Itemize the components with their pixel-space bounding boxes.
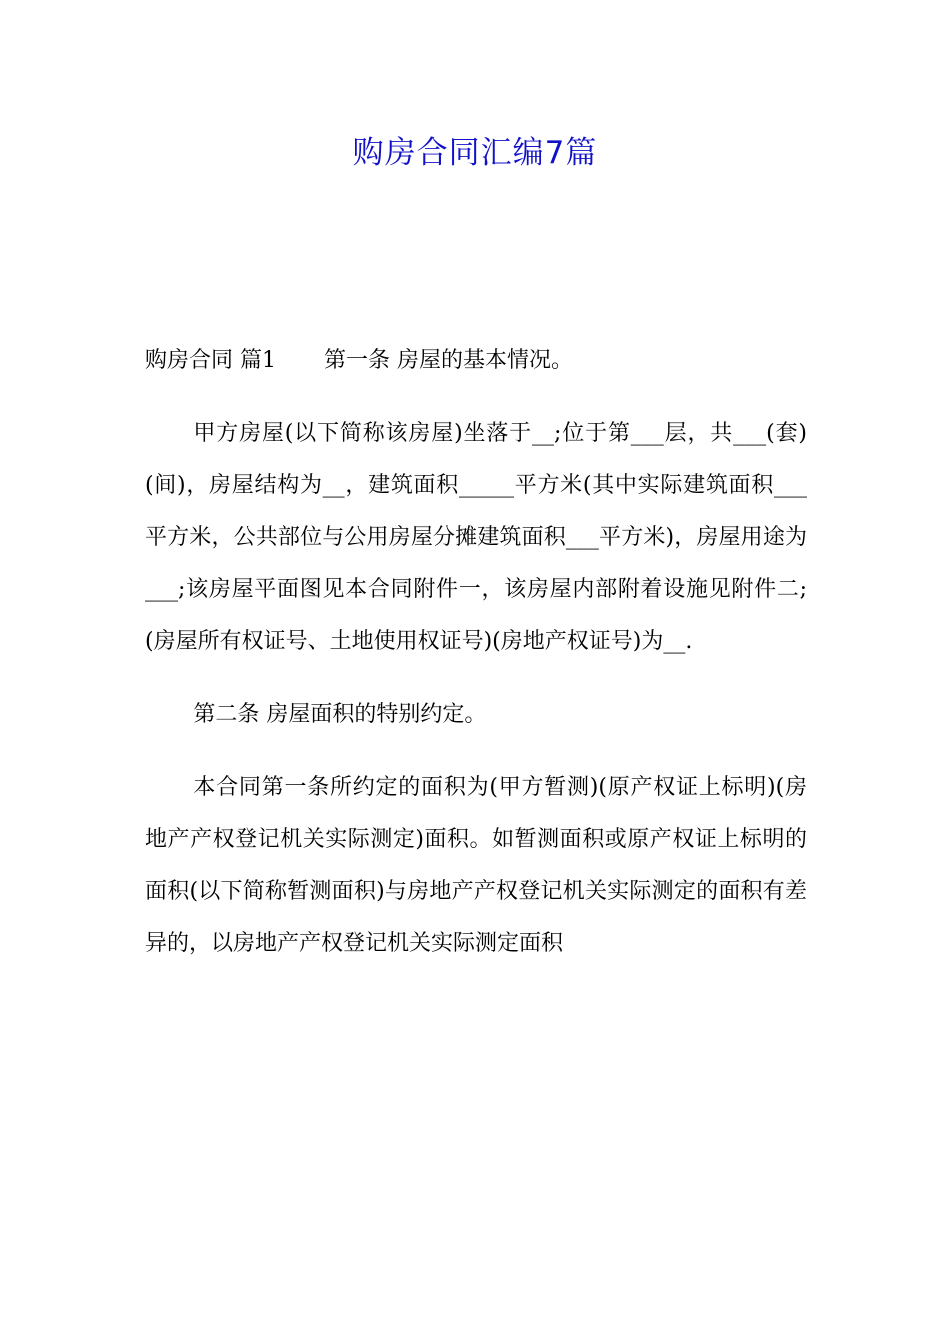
document-body	[145, 335, 807, 991]
first-line	[145, 335, 807, 387]
article-one-paragraph: 甲方房屋(以下简称该房屋)坐落于__;位于第___层，共___(套)(间)，房屋结构为__，建筑面积_____平方米(其中实际建筑面积___平方米，公共部位与公用房屋分摊建筑面积___平方米)，房屋用途为___;该房屋平面图见本合同附件一，该房屋内部附着设施见附件二;(房屋所有权证号、土地使用权证号)(房地产权证号)为__.	[145, 421, 807, 654]
article-two-paragraph: 本合同第一条所约定的面积为(甲方暂测)(原产权证上标明)(房地产产权登记机关实际测定)面积。如暂测面积或原产权证上标明的面积(以下简称暂测面积)与房地产产权登记机关实际测定的面积有差异的，以房地产产权登记机关实际测定面积	[145, 775, 807, 956]
section-label: 购房合同 篇1	[145, 348, 276, 373]
article-one-heading: 第一条 房屋的基本情况。	[324, 348, 573, 373]
article-two-heading: 第二条 房屋面积的特别约定。	[193, 702, 487, 727]
document-title: 购房合同汇编7篇	[352, 135, 598, 171]
